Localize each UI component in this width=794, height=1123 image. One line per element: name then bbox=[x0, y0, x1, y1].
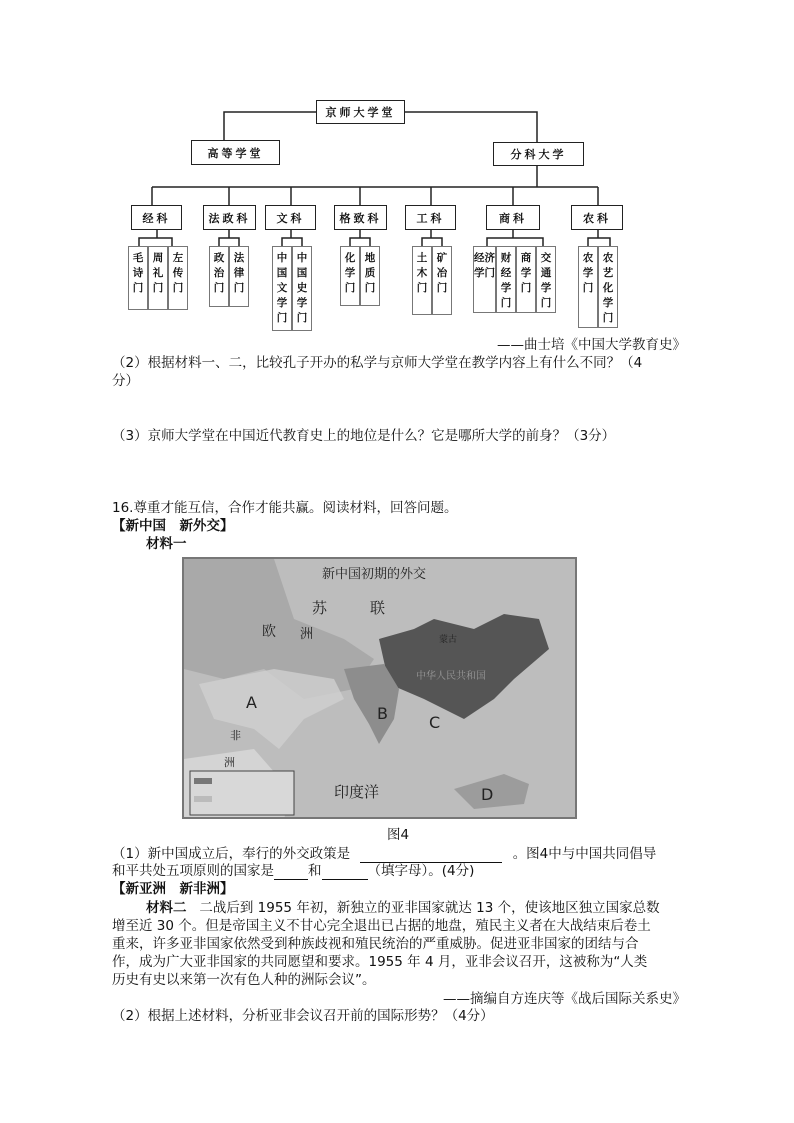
material-2-line2: 增至近 30 个。但是帝国主义不甘心完全退出已占据的地盘，殖民主义者在大战结束后卷土 bbox=[112, 918, 651, 934]
material-2-line1 bbox=[146, 899, 660, 917]
map-letter-b: B bbox=[377, 704, 388, 723]
answer-blank-policy[interactable] bbox=[360, 848, 502, 863]
department-box: 左传门 bbox=[168, 246, 188, 310]
section-heading-new-asia-africa: 【新亚洲 新非洲】 bbox=[112, 881, 234, 897]
department-box: 中国史学门 bbox=[292, 246, 312, 331]
q1-text-e: （填字母）。(4分) bbox=[367, 863, 475, 879]
figure-caption: 图4 bbox=[387, 827, 410, 843]
material-2-line4: 作，成为广大亚非国家的共同愿望和要求。1955 年 4 月，亚非会议召开，这被称为“人类 bbox=[112, 954, 648, 970]
q1-text-a: （1）新中国成立后，奉行的外交政策是 bbox=[112, 846, 351, 862]
faculty-box: 经科 bbox=[131, 205, 182, 230]
material-2-label: 材料二 bbox=[146, 900, 187, 916]
map-label-africa-2: 洲 bbox=[224, 756, 235, 769]
department-box: 法律门 bbox=[229, 246, 249, 307]
diplomacy-map bbox=[182, 557, 577, 819]
department-box: 矿冶门 bbox=[432, 246, 452, 315]
material-1-label: 材料一 bbox=[146, 536, 187, 552]
map-letter-d: D bbox=[481, 785, 494, 804]
question-16-1-line1 bbox=[112, 845, 656, 863]
department-box: 中国文学门 bbox=[272, 246, 292, 331]
faculty-box: 文科 bbox=[265, 205, 316, 230]
answer-blank-letter-2[interactable] bbox=[322, 865, 368, 880]
org-box-university: 分科大学 bbox=[493, 142, 584, 166]
department-box: 农艺化学门 bbox=[598, 246, 618, 328]
map-letter-c: C bbox=[429, 713, 441, 732]
q1-text-b: 。图4中与中国共同倡导 bbox=[512, 846, 657, 862]
map-label-prc: 中华人民共和国 bbox=[416, 671, 486, 682]
department-box: 毛诗门 bbox=[128, 246, 148, 310]
material-2-line3: 重来，许多亚非国家依然受到种族歧视和殖民统治的严重威胁。促进亚非国家的团结与合 bbox=[112, 936, 639, 952]
map-letter-a: A bbox=[246, 693, 257, 712]
map-label-europe-1: 欧 bbox=[262, 624, 276, 640]
department-box: 政治门 bbox=[209, 246, 229, 307]
org-chart-connectors bbox=[0, 0, 794, 340]
department-box: 地质门 bbox=[360, 246, 380, 306]
map-label-soviet-2: 联 bbox=[370, 599, 386, 617]
map-label-africa-1: 非 bbox=[230, 729, 241, 742]
department-box: 农学门 bbox=[578, 246, 598, 328]
chart-source-citation: ——曲士培《中国大学教育史》 bbox=[497, 337, 686, 353]
org-box-higher-school: 高等学堂 bbox=[191, 140, 280, 165]
question-16-2: （2）根据上述材料，分析亚非会议召开前的国际形势？（4分） bbox=[112, 1008, 494, 1024]
faculty-box: 格致科 bbox=[334, 205, 387, 230]
q1-text-c: 和平共处五项原则的国家是 bbox=[112, 863, 274, 879]
material-2-source: ——摘编自方连庆等《战后国际关系史》 bbox=[443, 991, 686, 1007]
map-label-mongolia: 蒙古 bbox=[439, 635, 458, 645]
question-16-1-line2 bbox=[112, 862, 474, 880]
map-title: 新中国初期的外交 bbox=[322, 567, 427, 582]
department-box: 交通学门 bbox=[536, 246, 556, 313]
q1-text-d: 和 bbox=[308, 863, 322, 879]
department-box: 经济学门 bbox=[473, 246, 496, 313]
question-3: （3）京师大学堂在中国近代教育史上的地位是什么？它是哪所大学的前身？（3分） bbox=[112, 428, 616, 444]
answer-blank-letter-1[interactable] bbox=[274, 865, 308, 880]
question-16-title: 16.尊重才能互信，合作才能共赢。阅读材料，回答问题。 bbox=[112, 500, 458, 516]
material-2-line5: 历史有史以来第一次有色人种的洲际会议”。 bbox=[112, 972, 376, 988]
faculty-box: 法政科 bbox=[203, 205, 256, 230]
question-2-line2: 分） bbox=[112, 373, 139, 389]
department-box: 财经学门 bbox=[496, 246, 516, 313]
map-label-indian-ocean: 印度洋 bbox=[334, 783, 380, 801]
faculty-box: 工科 bbox=[405, 205, 456, 230]
map-label-europe-2: 洲 bbox=[300, 627, 314, 642]
department-box: 化学门 bbox=[340, 246, 360, 306]
org-root-box: 京师大学堂 bbox=[316, 100, 405, 124]
question-2-line1: （2）根据材料一、二，比较孔子开办的私学与京师大学堂在教学内容上有什么不同？（4 bbox=[112, 355, 643, 371]
department-box: 商学门 bbox=[516, 246, 536, 313]
faculty-box: 商科 bbox=[486, 205, 540, 230]
faculty-box: 农科 bbox=[571, 205, 623, 230]
department-box: 土木门 bbox=[412, 246, 432, 315]
section-heading-new-diplomacy: 【新中国 新外交】 bbox=[112, 518, 234, 534]
material-2-text: 二战后到 1955 年初，新独立的亚非国家就达 13 个，使该地区独立国家总数 bbox=[199, 900, 660, 916]
department-box: 周礼门 bbox=[148, 246, 168, 310]
map-label-soviet-1: 苏 bbox=[312, 599, 328, 617]
